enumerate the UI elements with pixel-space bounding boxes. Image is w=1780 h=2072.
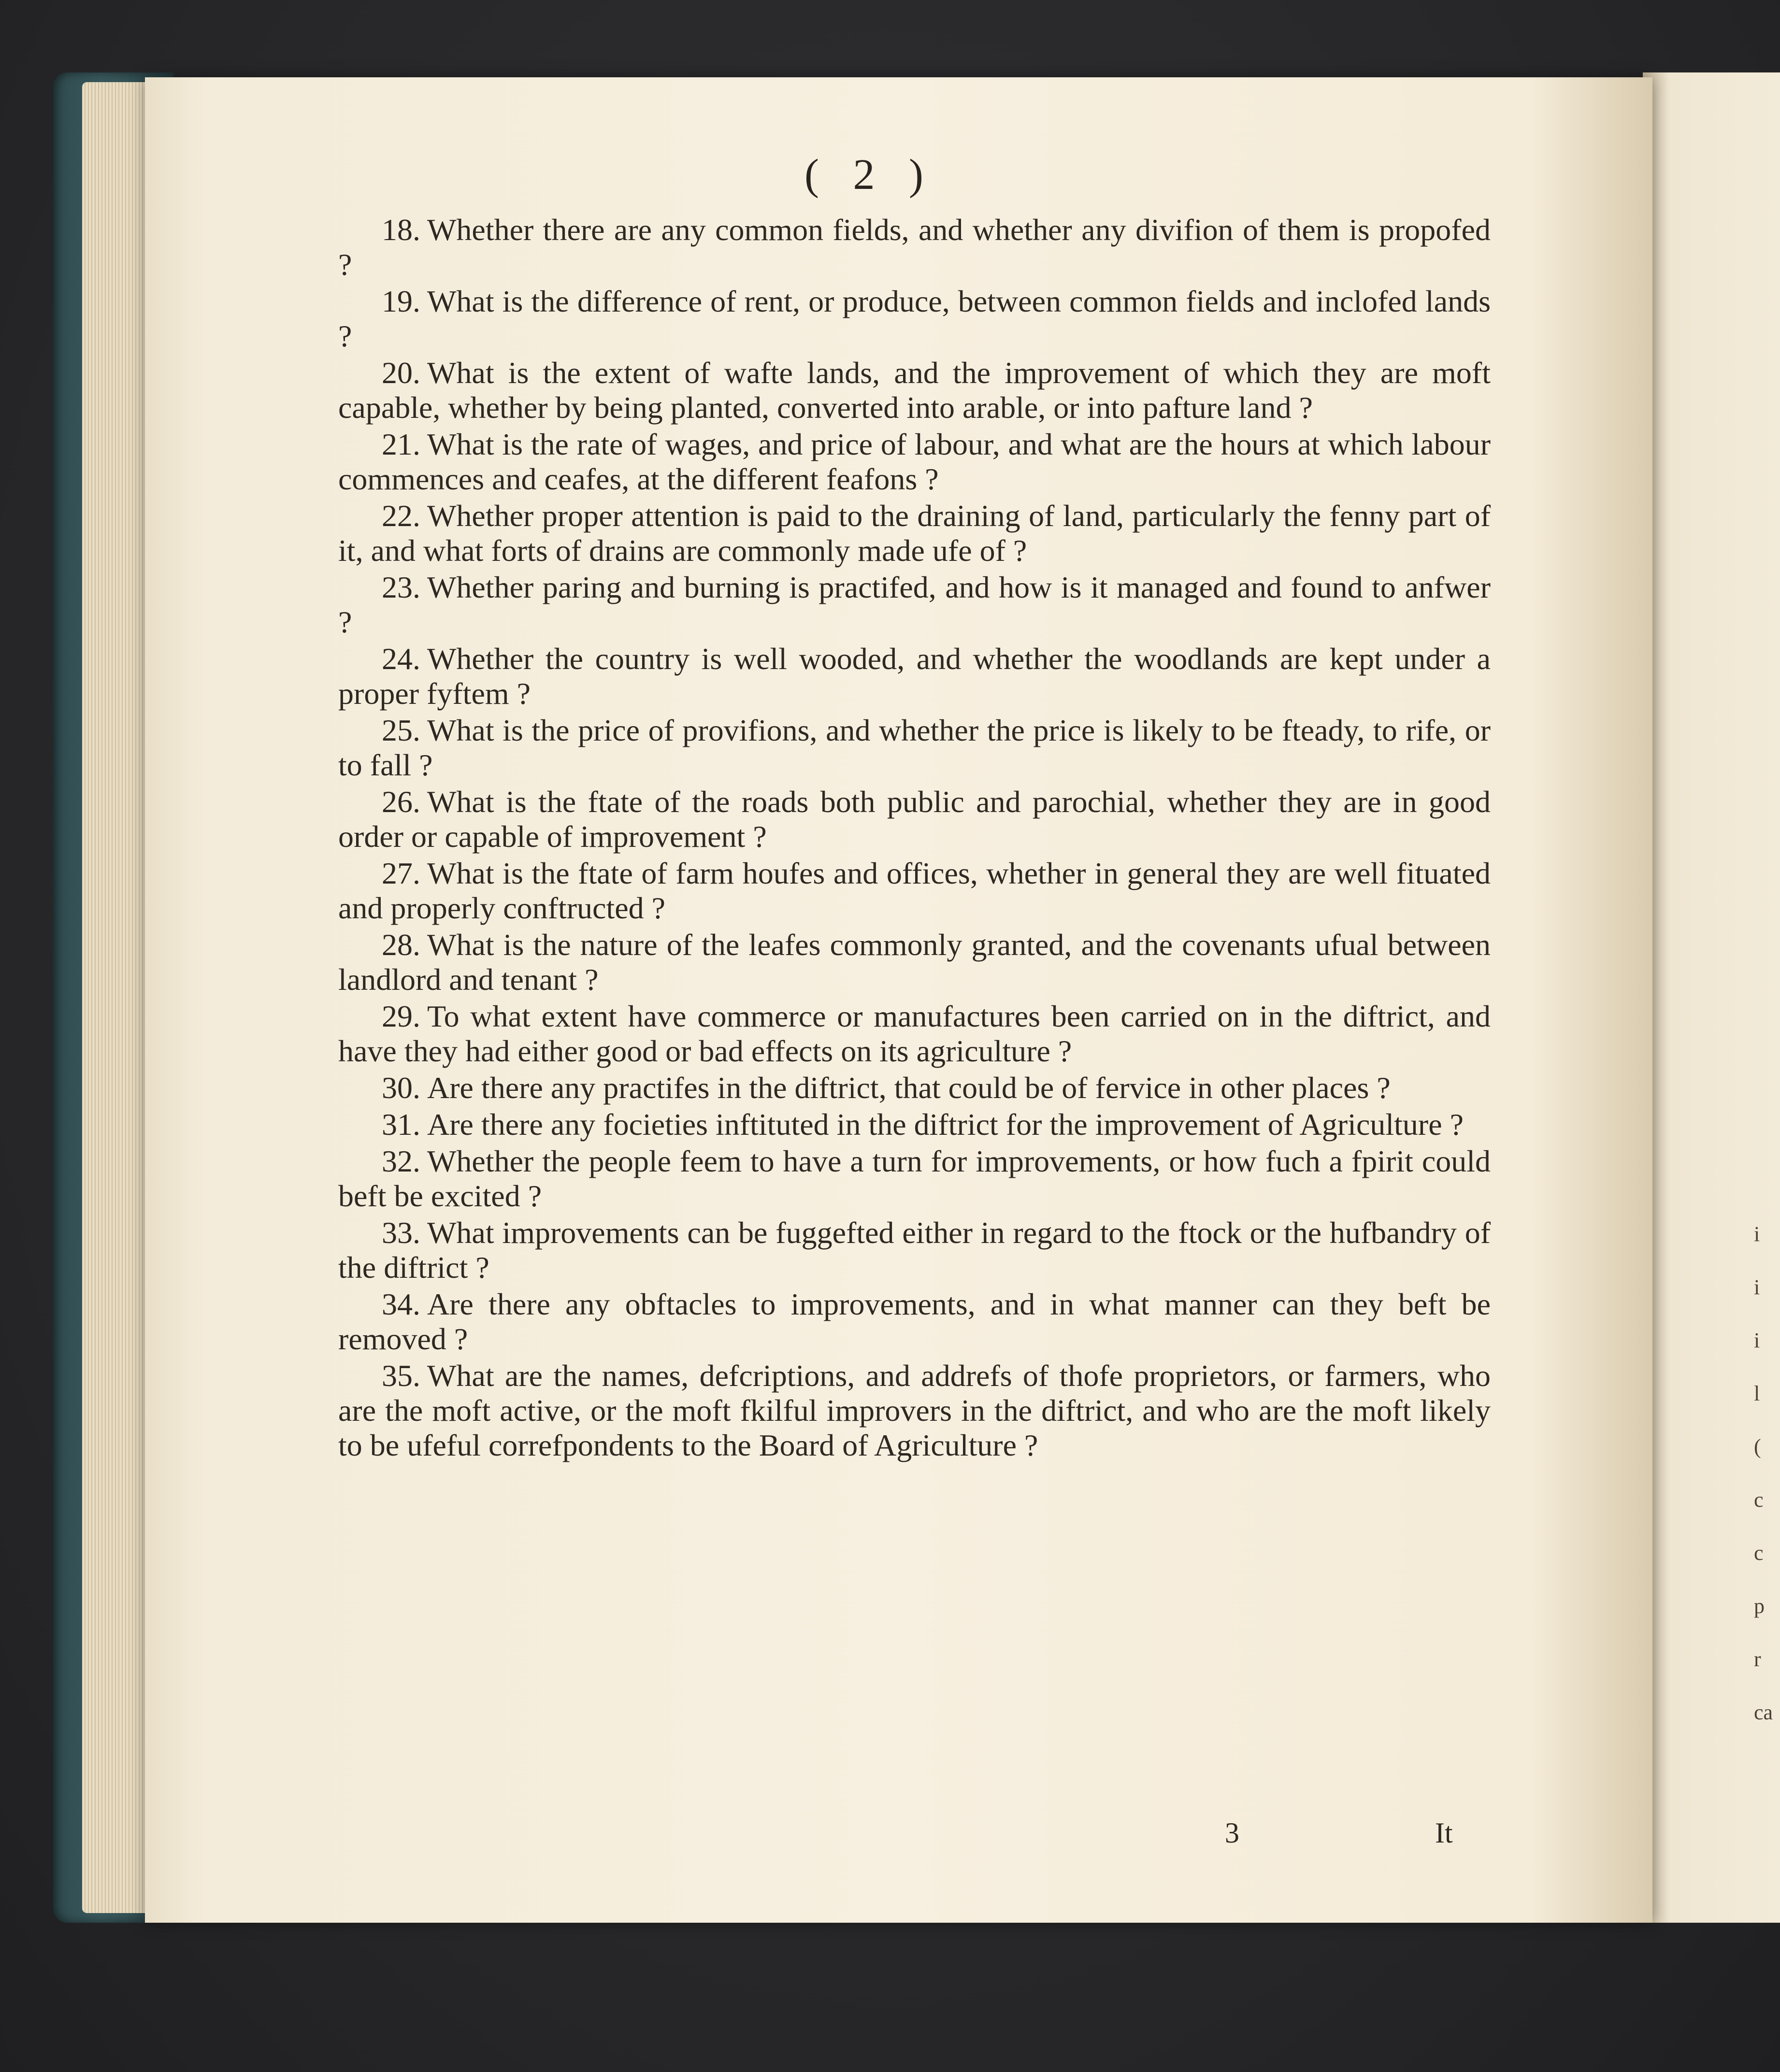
- question-text: Whether the people feem to have a turn for improvements, or how fuch a fpirit could beft be excited ?: [338, 1144, 1491, 1213]
- question-text: What are the names, defcriptions, and addrefs of thofe proprietors, or farmers, who are the moft active, or the moft fkilful improvers in the diftrict, and who are the moft likely to be ufeful correfpondents to the Board of Agriculture ?: [338, 1358, 1491, 1462]
- fragment: r: [1754, 1647, 1761, 1671]
- question-text: What is the ftate of farm houfes and offices, whether in general they are well fituated and properly conftructed ?: [338, 856, 1491, 925]
- question-entry: [338, 1071, 1491, 1105]
- fragment: c: [1754, 1541, 1764, 1565]
- question-entry: [338, 999, 1491, 1069]
- facing-page-text-fragments: [1754, 1208, 1780, 1739]
- fragment: i: [1754, 1222, 1760, 1246]
- question-text: What is the difference of rent, or produce, between common fields and inclofed lands ?: [338, 284, 1491, 353]
- question-text: Are there any practifes in the diftrict, that could be of fervice in other places ?: [427, 1071, 1391, 1105]
- question-number: 34.: [382, 1287, 420, 1321]
- fragment: ca: [1754, 1700, 1773, 1724]
- question-text: What is the rate of wages, and price of labour, and what are the hours at which labour commences and ceafes, at the different feafons ?: [338, 427, 1491, 496]
- question-number: 33.: [382, 1215, 420, 1250]
- fragment: p: [1754, 1594, 1765, 1618]
- question-entry: [338, 856, 1491, 926]
- question-entry: [338, 642, 1491, 711]
- question-entry: [338, 785, 1491, 854]
- question-entry: [338, 1287, 1491, 1357]
- question-text: Are there any obftacles to improvements, and in what manner can they beft be removed ?: [338, 1287, 1491, 1356]
- question-number: 28.: [382, 928, 420, 962]
- question-number: 19.: [382, 284, 420, 318]
- question-entry: [338, 1358, 1491, 1463]
- question-text: What is the extent of wafte lands, and the improvement of which they are moft capable, whether by being planted, converted into arable, or into pafture land ?: [338, 356, 1491, 425]
- question-text: Whether paring and burning is practifed, and how is it managed and found to anfwer ?: [338, 570, 1491, 639]
- question-number: 21.: [382, 427, 420, 461]
- question-text: What is the ftate of the roads both public and parochial, whether they are in good order or capable of improvement ?: [338, 785, 1491, 854]
- question-number: 22.: [382, 499, 420, 533]
- question-number: 32.: [382, 1144, 420, 1178]
- question-entry: [338, 284, 1491, 354]
- fragment: (: [1754, 1435, 1761, 1458]
- question-number: 18.: [382, 213, 420, 247]
- fragment: i: [1754, 1275, 1760, 1299]
- question-text: Whether there are any common fields, and whether any divifion of them is propofed ?: [338, 213, 1491, 282]
- question-entry: [338, 1144, 1491, 1214]
- question-number: 35.: [382, 1358, 420, 1393]
- question-entry: [338, 570, 1491, 640]
- question-number: 23.: [382, 570, 420, 604]
- question-number: 27.: [382, 856, 420, 890]
- question-text: What improvements can be fuggefted either in regard to the ftock or the hufbandry of the diftrict ?: [338, 1215, 1491, 1285]
- questions-list: [338, 213, 1491, 1465]
- signature-mark: 3: [1225, 1817, 1239, 1849]
- question-number: 29.: [382, 999, 420, 1033]
- question-entry: [338, 356, 1491, 425]
- question-number: 30.: [382, 1071, 420, 1105]
- question-entry: [338, 427, 1491, 497]
- question-text: Are there any focieties inftituted in the diftrict for the improvement of Agriculture ?: [427, 1107, 1464, 1142]
- question-entry: [338, 928, 1491, 997]
- question-text: Whether the country is well wooded, and whether the woodlands are kept under a proper fyftem ?: [338, 642, 1491, 711]
- fragment: c: [1754, 1488, 1764, 1512]
- question-number: 26.: [382, 785, 420, 819]
- question-number: 24.: [382, 642, 420, 676]
- question-entry: [338, 499, 1491, 568]
- question-number: 31.: [382, 1107, 420, 1142]
- question-text: What is the nature of the leafes commonly granted, and the covenants ufual between landlord and tenant ?: [338, 928, 1491, 997]
- catchword: It: [1435, 1817, 1453, 1849]
- question-number: 20.: [382, 356, 420, 390]
- fragment: l: [1754, 1382, 1760, 1405]
- question-number: 25.: [382, 713, 420, 747]
- question-entry: [338, 213, 1491, 282]
- question-entry: [338, 1107, 1491, 1142]
- page-number-header: ( 2 ): [804, 151, 935, 199]
- fragment: i: [1754, 1329, 1760, 1352]
- page-edges: [82, 82, 155, 1913]
- question-entry: [338, 1215, 1491, 1285]
- question-entry: [338, 713, 1491, 783]
- question-text: Whether proper attention is paid to the draining of land, particularly the fenny part of it, and what forts of drains are commonly made ufe of ?: [338, 499, 1491, 568]
- question-text: To what extent have commerce or manufactures been carried on in the diftrict, and have they had either good or bad effects on its agriculture ?: [338, 999, 1491, 1068]
- question-text: What is the price of provifions, and whether the price is likely to be fteady, to rife, or to fall ?: [338, 713, 1491, 782]
